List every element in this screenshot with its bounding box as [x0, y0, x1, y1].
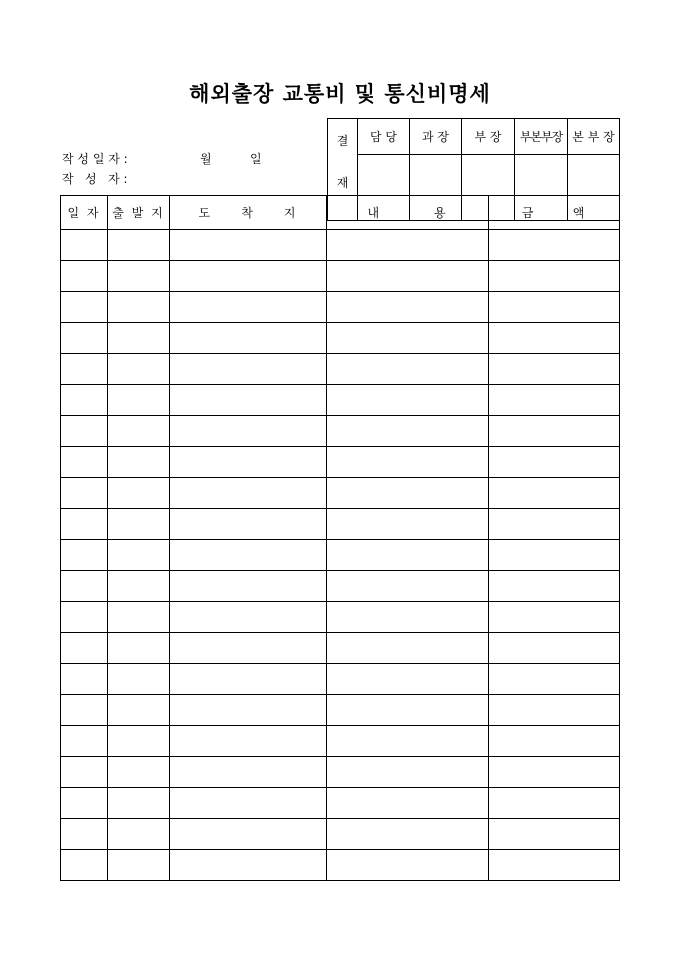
cell-departure[interactable]: [108, 633, 170, 664]
cell-description[interactable]: [327, 447, 489, 478]
cell-amount[interactable]: [489, 416, 620, 447]
cell-departure[interactable]: [108, 819, 170, 850]
table-row: [61, 788, 620, 819]
cell-arrival[interactable]: [170, 416, 327, 447]
cell-date[interactable]: [61, 571, 108, 602]
table-row: [61, 540, 620, 571]
table-row: [61, 850, 620, 881]
approval-label-gyeol: 결: [328, 119, 358, 155]
cell-amount[interactable]: [489, 261, 620, 292]
cell-amount[interactable]: [489, 447, 620, 478]
cell-arrival[interactable]: [170, 788, 327, 819]
expense-table: [60, 195, 620, 881]
cell-departure[interactable]: [108, 726, 170, 757]
cell-arrival[interactable]: [170, 261, 327, 292]
cell-departure[interactable]: [108, 385, 170, 416]
cell-description[interactable]: [327, 354, 489, 385]
approval-role-manager: 과 장: [410, 119, 462, 155]
cell-arrival[interactable]: [170, 540, 327, 571]
cell-arrival[interactable]: [170, 695, 327, 726]
cell-arrival[interactable]: [170, 292, 327, 323]
table-row: [61, 633, 620, 664]
cell-date[interactable]: [61, 230, 108, 261]
cell-arrival[interactable]: [170, 819, 327, 850]
cell-description[interactable]: [327, 416, 489, 447]
column-header-description: 내 용: [327, 196, 489, 230]
cell-departure[interactable]: [108, 850, 170, 881]
cell-description[interactable]: [327, 292, 489, 323]
cell-arrival[interactable]: [170, 633, 327, 664]
cell-date[interactable]: [61, 602, 108, 633]
date-label: 작 성 일 자 :: [62, 152, 128, 166]
table-row: [61, 757, 620, 788]
cell-date[interactable]: [61, 695, 108, 726]
column-header-date: 일 자: [61, 196, 108, 230]
cell-date[interactable]: [61, 354, 108, 385]
cell-departure[interactable]: [108, 571, 170, 602]
cell-description[interactable]: [327, 509, 489, 540]
cell-date[interactable]: [61, 478, 108, 509]
table-row: [61, 447, 620, 478]
table-row: [61, 292, 620, 323]
cell-amount[interactable]: [489, 509, 620, 540]
cell-amount[interactable]: [489, 230, 620, 261]
cell-date[interactable]: [61, 385, 108, 416]
cell-amount[interactable]: [489, 633, 620, 664]
cell-departure[interactable]: [108, 664, 170, 695]
table-row: [61, 230, 620, 261]
cell-departure[interactable]: [108, 416, 170, 447]
cell-description[interactable]: [327, 819, 489, 850]
cell-date[interactable]: [61, 292, 108, 323]
cell-departure[interactable]: [108, 323, 170, 354]
approval-role-staff: 담 당: [358, 119, 410, 155]
table-row: [61, 478, 620, 509]
cell-amount[interactable]: [489, 292, 620, 323]
approval-role-deputy-director: 부본부장: [515, 119, 568, 155]
document-title: 해외출장 교통비 및 통신비명세: [189, 81, 491, 106]
cell-arrival[interactable]: [170, 571, 327, 602]
cell-date[interactable]: [61, 788, 108, 819]
table-row: [61, 602, 620, 633]
cell-amount[interactable]: [489, 571, 620, 602]
cell-arrival[interactable]: [170, 230, 327, 261]
cell-description[interactable]: [327, 602, 489, 633]
cell-departure[interactable]: [108, 447, 170, 478]
column-header-amount: 금 액: [489, 196, 620, 230]
cell-amount[interactable]: [489, 602, 620, 633]
cell-date[interactable]: [61, 819, 108, 850]
cell-departure[interactable]: [108, 695, 170, 726]
cell-arrival[interactable]: [170, 323, 327, 354]
column-header-arrival: 도 착 지: [170, 196, 327, 230]
table-row: [61, 571, 620, 602]
cell-amount[interactable]: [489, 788, 620, 819]
cell-arrival[interactable]: [170, 726, 327, 757]
cell-description[interactable]: [327, 633, 489, 664]
approval-role-director: 본 부 장: [568, 119, 620, 155]
table-row: [61, 509, 620, 540]
table-row: [61, 726, 620, 757]
cell-arrival[interactable]: [170, 602, 327, 633]
table-row: [61, 416, 620, 447]
cell-departure[interactable]: [108, 354, 170, 385]
table-row: [61, 664, 620, 695]
cell-departure[interactable]: [108, 261, 170, 292]
cell-description[interactable]: [327, 261, 489, 292]
table-row: [61, 261, 620, 292]
cell-date[interactable]: [61, 323, 108, 354]
cell-amount[interactable]: [489, 385, 620, 416]
cell-description[interactable]: [327, 664, 489, 695]
month-label: 월: [200, 152, 212, 166]
cell-departure[interactable]: [108, 478, 170, 509]
cell-description[interactable]: [327, 788, 489, 819]
cell-departure[interactable]: [108, 788, 170, 819]
cell-amount[interactable]: [489, 819, 620, 850]
cell-description[interactable]: [327, 695, 489, 726]
cell-arrival[interactable]: [170, 447, 327, 478]
table-row: [61, 385, 620, 416]
cell-description[interactable]: [327, 478, 489, 509]
cell-departure[interactable]: [108, 292, 170, 323]
cell-amount[interactable]: [489, 354, 620, 385]
cell-date[interactable]: [61, 633, 108, 664]
cell-arrival[interactable]: [170, 354, 327, 385]
cell-description[interactable]: [327, 540, 489, 571]
cell-date[interactable]: [61, 509, 108, 540]
cell-amount[interactable]: [489, 323, 620, 354]
cell-departure[interactable]: [108, 602, 170, 633]
table-row: [61, 354, 620, 385]
author-label: 작 성 자 :: [62, 172, 128, 186]
cell-date[interactable]: [61, 261, 108, 292]
cell-amount[interactable]: [489, 478, 620, 509]
cell-amount[interactable]: [489, 695, 620, 726]
column-header-departure: 출 발 지: [108, 196, 170, 230]
cell-date[interactable]: [61, 416, 108, 447]
cell-amount[interactable]: [489, 850, 620, 881]
cell-amount[interactable]: [489, 726, 620, 757]
cell-arrival[interactable]: [170, 664, 327, 695]
approval-role-dept-head: 부 장: [462, 119, 515, 155]
approval-label-jae: 재: [328, 154, 358, 221]
cell-description[interactable]: [327, 757, 489, 788]
cell-description[interactable]: [327, 726, 489, 757]
table-header-row: [61, 196, 620, 230]
cell-amount[interactable]: [489, 540, 620, 571]
cell-departure[interactable]: [108, 230, 170, 261]
cell-description[interactable]: [327, 385, 489, 416]
cell-departure[interactable]: [108, 540, 170, 571]
cell-description[interactable]: [327, 850, 489, 881]
cell-arrival[interactable]: [170, 757, 327, 788]
cell-description[interactable]: [327, 230, 489, 261]
cell-date[interactable]: [61, 757, 108, 788]
cell-description[interactable]: [327, 571, 489, 602]
cell-departure[interactable]: [108, 509, 170, 540]
cell-date[interactable]: [61, 726, 108, 757]
cell-departure[interactable]: [108, 757, 170, 788]
cell-arrival[interactable]: [170, 478, 327, 509]
cell-arrival[interactable]: [170, 385, 327, 416]
cell-date[interactable]: [61, 850, 108, 881]
cell-amount[interactable]: [489, 757, 620, 788]
cell-description[interactable]: [327, 323, 489, 354]
cell-arrival[interactable]: [170, 509, 327, 540]
cell-date[interactable]: [61, 447, 108, 478]
day-label: 일: [250, 152, 262, 166]
cell-date[interactable]: [61, 664, 108, 695]
cell-amount[interactable]: [489, 664, 620, 695]
cell-date[interactable]: [61, 540, 108, 571]
table-row: [61, 695, 620, 726]
cell-arrival[interactable]: [170, 850, 327, 881]
table-row: [61, 323, 620, 354]
table-row: [61, 819, 620, 850]
